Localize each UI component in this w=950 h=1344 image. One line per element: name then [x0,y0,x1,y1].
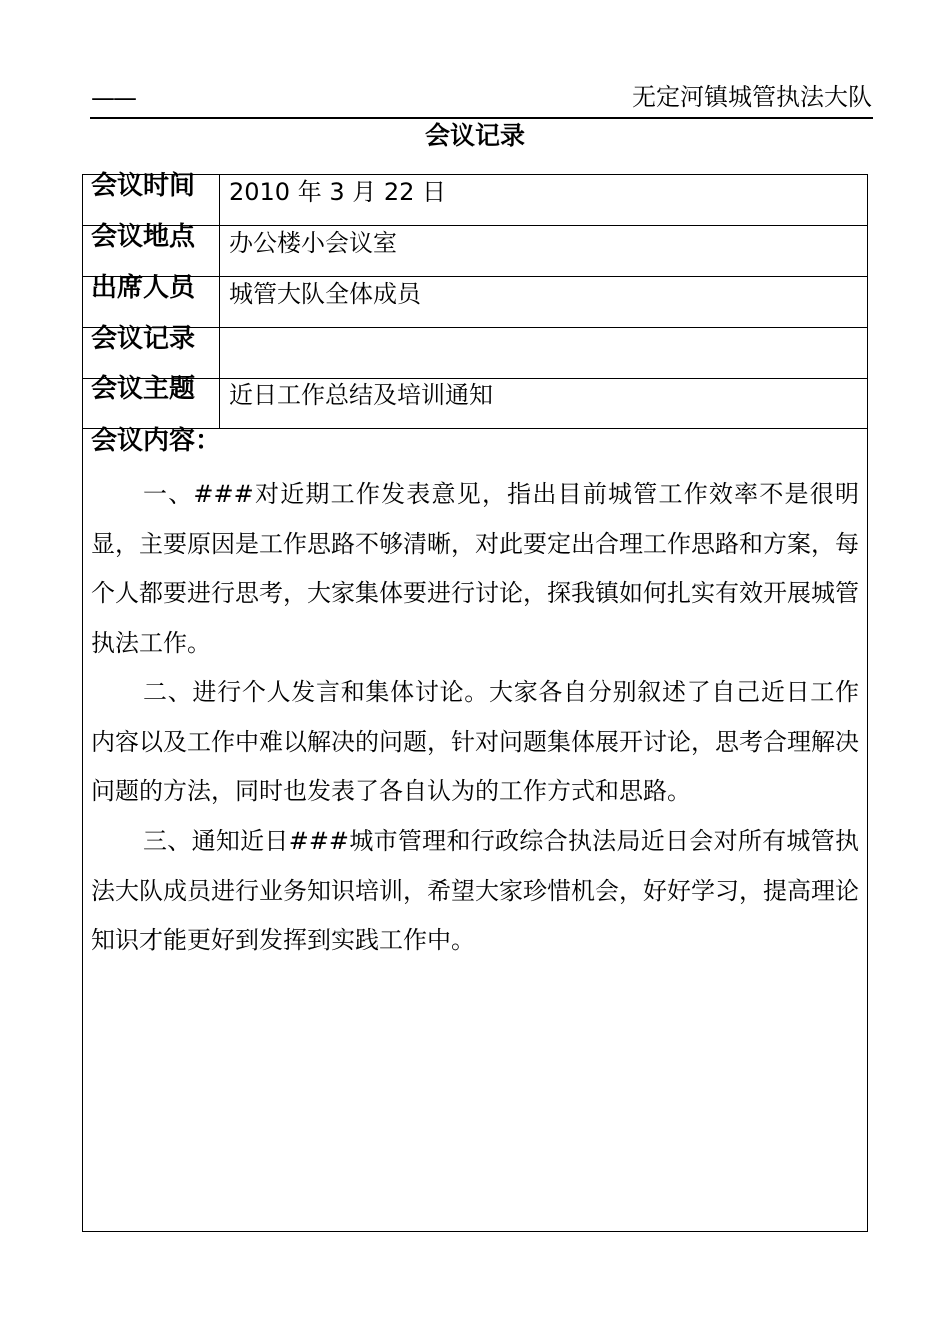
field-value-time: 2010 年 3 月 22 日 [229,178,447,206]
field-divider [219,277,220,327]
field-divider [219,328,220,378]
field-row-time [83,171,867,226]
field-label-recorder: 会议记录 [91,324,196,354]
field-value-location: 办公楼小会议室 [229,229,397,257]
field-divider [219,226,220,276]
header-organization: 无定河镇城管执法大队 [632,83,872,111]
content-paragraph-2: 二、进行个人发言和集体讨论。大家各自分别叙述了自己近日工作内容以及工作中难以解决的问题，针对问题集体展开讨论，思考合理解决问题的方法，同时也发表了各自认为的工作方式和思路。 [91,678,859,805]
field-row-attendees [83,273,867,328]
content-paragraph-1: 一、###对近期工作发表意见，指出目前城管工作效率不是很明显，主要原因是工作思路不够清晰，对此要定出合理工作思路和方案，每个人都要进行思考，大家集体要进行讨论，探我镇如何扎实有效开展城管执法工作。 [91,480,859,657]
field-label-time: 会议时间 [91,171,196,201]
document-title: 会议记录 [424,121,525,150]
field-value-topic: 近日工作总结及培训通知 [229,381,493,409]
field-row-location [83,222,867,277]
header-dash: —— [91,84,135,112]
meeting-record-table [82,171,868,1232]
field-divider [219,175,220,225]
field-divider [219,378,220,428]
field-label-location: 会议地点 [91,222,196,252]
field-row-recorder [83,324,867,379]
field-label-attendees: 出席人员 [91,273,196,303]
field-label-topic: 会议主题 [91,374,196,404]
content-paragraph-3: 三、通知近日###城市管理和行政综合执法局近日会对所有城管执法大队成员进行业务知识培训，希望大家珍惜机会，好好学习，提高理论知识才能更好到发挥到实践工作中。 [91,827,859,954]
field-row-topic [83,374,867,429]
content-label: 会议内容： [91,426,222,456]
field-value-attendees: 城管大队全体成员 [229,280,421,308]
